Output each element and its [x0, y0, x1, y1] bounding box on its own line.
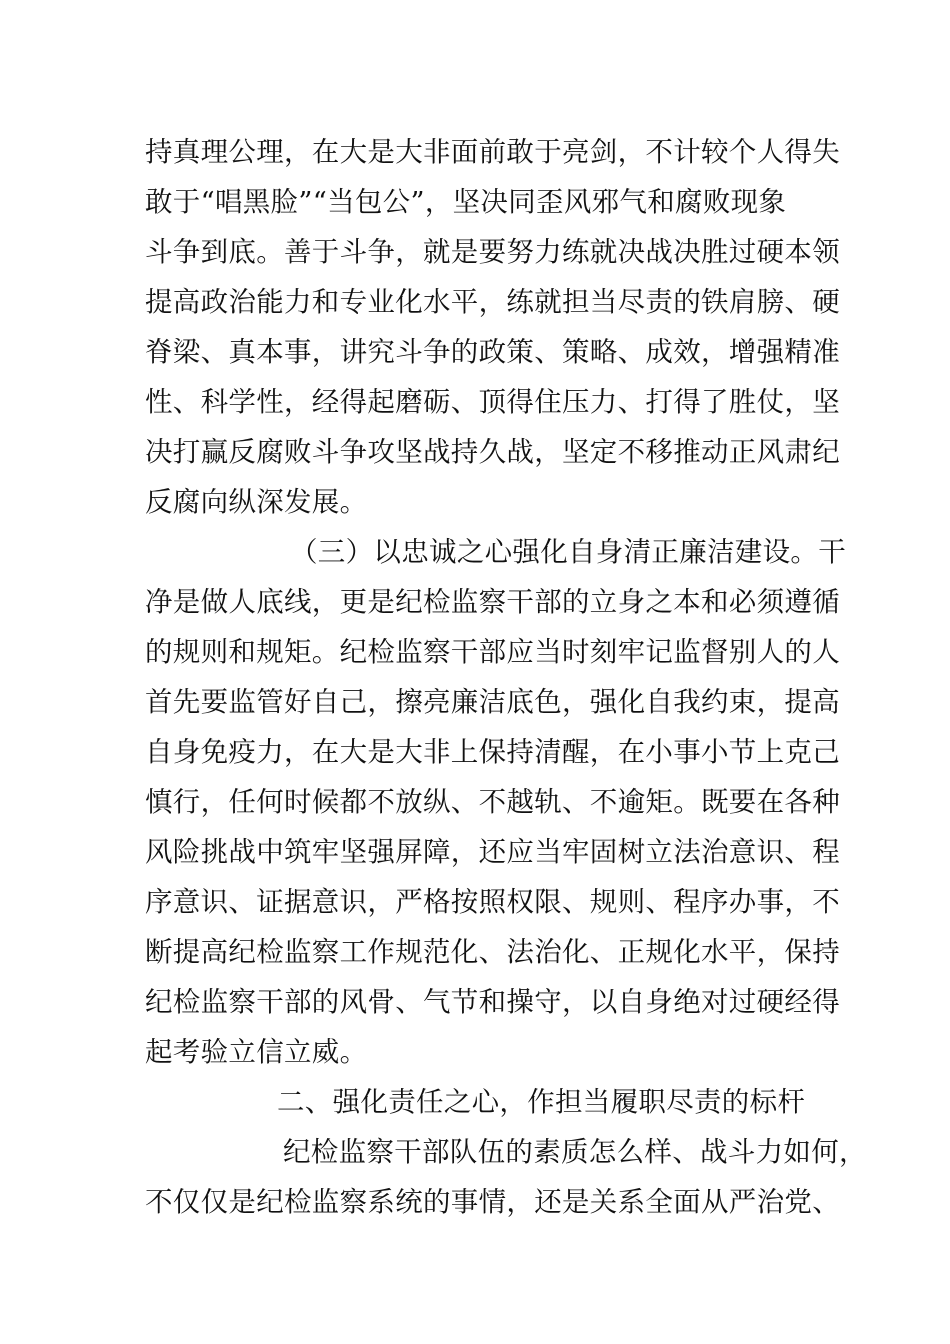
text-line: 序意识、证据意识，严格按照权限、规则、程序办事，不: [145, 886, 840, 918]
text-line: 断提高纪检监察工作规范化、法治化、正规化水平，保持: [145, 936, 840, 968]
text-line: 斗争到底。善于斗争，就是要努力练就决战决胜过硬本领: [145, 236, 840, 268]
text-line: 性、科学性，经得起磨砺、顶得住压力、打得了胜仗，坚: [145, 386, 840, 418]
section-heading-3: （三）以忠诚之心强化自身清正廉洁建设。干: [290, 536, 846, 568]
text-line: 的规则和规矩。纪检监察干部应当时刻牢记监督别人的人: [145, 636, 840, 668]
text-line: 净是做人底线，更是纪检监察干部的立身之本和必须遵循: [145, 586, 840, 618]
text-line: 提高政治能力和专业化水平，练就担当尽责的铁肩膀、硬: [145, 286, 840, 318]
text-line: 起考验立信立威。: [145, 1036, 368, 1068]
text-line: 敢于“唱黑脸”“当包公”，坚决同歪风邪气和腐败现象: [145, 186, 787, 218]
text-line: 自身免疫力，在大是大非上保持清醒，在小事小节上克己: [145, 736, 840, 768]
text-line: 脊梁、真本事，讲究斗争的政策、策略、成效，增强精准: [145, 336, 840, 368]
text-line: 持真理公理，在大是大非面前敢于亮剑，不计较个人得失: [145, 136, 840, 168]
text-line: 纪检监察干部的风骨、气节和操守，以自身绝对过硬经得: [145, 986, 840, 1018]
text-line: 不仅仅是纪检监察系统的事情，还是关系全面从严治党、: [145, 1186, 840, 1218]
text-line: 反腐向纵深发展。: [145, 486, 368, 518]
text-line: 决打赢反腐败斗争攻坚战持久战，坚定不移推动正风肃纪: [145, 436, 840, 468]
text-line: 风险挑战中筑牢坚强屏障，还应当牢固树立法治意识、程: [145, 836, 840, 868]
text-line: 首先要监管好自己，擦亮廉洁底色，强化自我约束，提高: [145, 686, 840, 718]
chapter-heading: 二、强化责任之心，作担当履职尽责的标杆: [277, 1086, 806, 1118]
text-line: 慎行，任何时候都不放纵、不越轨、不逾矩。既要在各种: [145, 786, 840, 818]
paragraph-first-line: 纪检监察干部队伍的素质怎么样、战斗力如何，: [283, 1136, 867, 1168]
